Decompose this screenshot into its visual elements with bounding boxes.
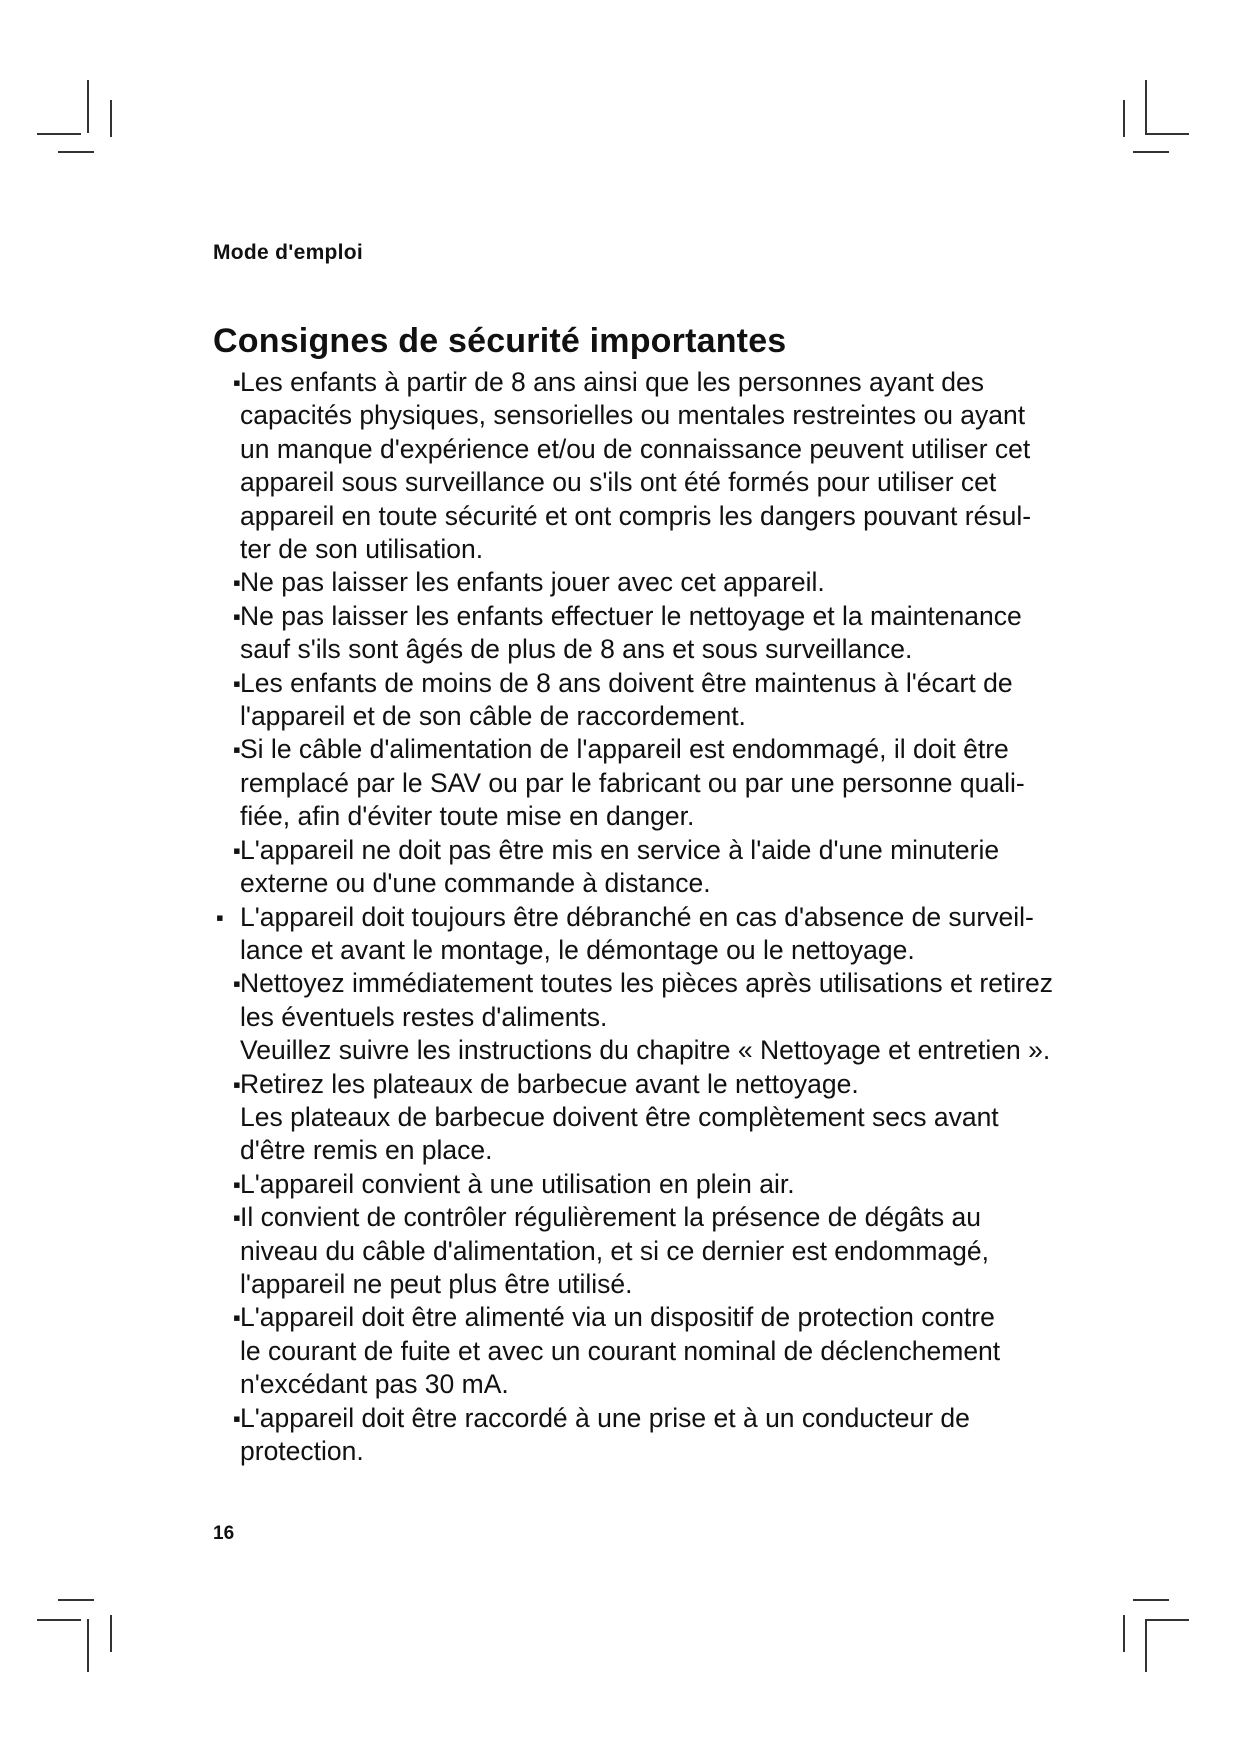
- list-item: [233, 1301, 1100, 1401]
- list-item-line: L'appareil ne doit pas être mis en service à l'aide d'une minuterie: [240, 834, 1000, 865]
- list-item-line: un manque d'expérience et/ou de connaissance peuvent utiliser cet: [240, 433, 1031, 464]
- crop-mark: [37, 1619, 81, 1621]
- crop-mark: [1123, 100, 1125, 137]
- list-item-line: Si le câble d'alimentation de l'appareil est endommagé, il doit être: [240, 734, 1009, 765]
- bullet-icon: ▪: [233, 737, 241, 763]
- bullet-icon: ▪: [233, 670, 241, 696]
- bullet-icon: ▪: [233, 570, 241, 596]
- section-title: Consignes de sécurité importantes: [213, 322, 787, 360]
- list-item: [233, 1201, 1100, 1301]
- list-item: [216, 901, 1100, 968]
- page-number: 16: [213, 1523, 235, 1544]
- bullet-icon: ▪: [233, 1305, 241, 1331]
- crop-mark: [1145, 80, 1147, 133]
- list-item: [233, 667, 1100, 734]
- bullet-icon: ▪: [233, 1071, 241, 1097]
- list-item-line: ter de son utilisation.: [240, 534, 484, 565]
- list-item-line: Il convient de contrôler régulièrement la présence de dégâts au: [240, 1202, 981, 1233]
- list-item: [233, 566, 1100, 599]
- list-item-line: l'appareil ne peut plus être utilisé.: [240, 1268, 633, 1299]
- list-item-line: Ne pas laisser les enfants effectuer le nettoyage et la maintenance: [240, 600, 1022, 631]
- list-item-line: Les enfants de moins de 8 ans doivent être maintenus à l'écart de: [240, 667, 1013, 698]
- list-item-line: n'excédant pas 30 mA.: [240, 1369, 509, 1400]
- list-item-line: Retirez les plateaux de barbecue avant le nettoyage.: [240, 1068, 859, 1099]
- list-item: [233, 834, 1100, 901]
- list-item-line: Les plateaux de barbecue doivent être complètement secs avant: [240, 1101, 999, 1132]
- bullet-icon: ▪: [233, 1405, 241, 1431]
- bullet-icon: ▪: [216, 904, 224, 930]
- crop-mark: [1145, 133, 1189, 135]
- list-item: [233, 733, 1100, 833]
- crop-mark: [37, 133, 81, 135]
- running-header: Mode d'emploi: [213, 241, 364, 264]
- list-item: [233, 366, 1100, 566]
- crop-mark: [1145, 1619, 1189, 1621]
- list-item-line: sauf s'ils sont âgés de plus de 8 ans et sous surveillance.: [240, 634, 913, 665]
- list-item-line: protection.: [240, 1436, 364, 1466]
- list-item-line: Les enfants à partir de 8 ans ainsi que les personnes ayant des: [240, 367, 984, 397]
- crop-mark: [1133, 1599, 1169, 1601]
- list-item-line: capacités physiques, sensorielles ou mentales restreintes ou ayant: [240, 400, 1026, 431]
- bullet-icon: ▪: [233, 1171, 241, 1197]
- list-item-line: L'appareil convient à une utilisation en plein air.: [240, 1168, 795, 1199]
- crop-mark: [1133, 151, 1169, 153]
- safety-instructions-list: [216, 366, 1100, 1468]
- crop-mark: [58, 1599, 94, 1601]
- crop-mark: [110, 100, 112, 137]
- list-item: [233, 1402, 1100, 1469]
- list-item-line: appareil en toute sécurité et ont compris les dangers pouvant résul-: [240, 500, 1032, 531]
- list-item-line: fiée, afin d'éviter toute mise en danger.: [240, 801, 695, 832]
- crop-mark: [87, 1619, 89, 1672]
- list-item: [233, 600, 1100, 667]
- list-item: [233, 1168, 1100, 1201]
- list-item-line: appareil sous surveillance ou s'ils ont été formés pour utiliser cet: [240, 467, 997, 498]
- crop-mark: [1123, 1615, 1125, 1652]
- crop-mark: [1145, 1619, 1147, 1672]
- list-item: [233, 967, 1100, 1067]
- list-item-line: L'appareil doit être alimenté via un dispositif de protection contre: [240, 1302, 995, 1333]
- bullet-icon: ▪: [233, 603, 241, 629]
- bullet-icon: ▪: [233, 1205, 241, 1231]
- crop-mark: [87, 80, 89, 133]
- list-item-line: Nettoyez immédiatement toutes les pièces après utilisations et retirez: [240, 968, 1054, 999]
- list-item-line: Veuillez suivre les instructions du chapitre « Nettoyage et entretien ».: [240, 1035, 1051, 1066]
- list-item-line: L'appareil doit toujours être débranché en cas d'absence de surveil-: [240, 901, 1034, 932]
- crop-mark: [58, 151, 94, 153]
- list-item-line: l'appareil et de son câble de raccordement.: [240, 701, 746, 732]
- list-item-line: L'appareil doit être raccordé à une prise et à un conducteur de: [240, 1402, 970, 1433]
- list-item-line: niveau du câble d'alimentation, et si ce dernier est endommagé,: [240, 1235, 989, 1266]
- list-item-line: les éventuels restes d'aliments.: [240, 1001, 608, 1032]
- list-item-line: lance et avant le montage, le démontage ou le nettoyage.: [240, 934, 915, 965]
- list-item-line: Ne pas laisser les enfants jouer avec cet appareil.: [240, 567, 825, 598]
- list-item-line: d'être remis en place.: [240, 1135, 493, 1166]
- list-item-line: le courant de fuite et avec un courant nominal de déclenchement: [240, 1335, 1001, 1366]
- list-item-line: externe ou d'une commande à distance.: [240, 868, 711, 899]
- crop-mark: [110, 1615, 112, 1652]
- bullet-icon: ▪: [233, 370, 241, 395]
- list-item-line: remplacé par le SAV ou par le fabricant ou par une personne quali-: [240, 767, 1025, 798]
- bullet-icon: ▪: [233, 971, 241, 997]
- bullet-icon: ▪: [233, 837, 241, 863]
- list-item: [233, 1068, 1100, 1168]
